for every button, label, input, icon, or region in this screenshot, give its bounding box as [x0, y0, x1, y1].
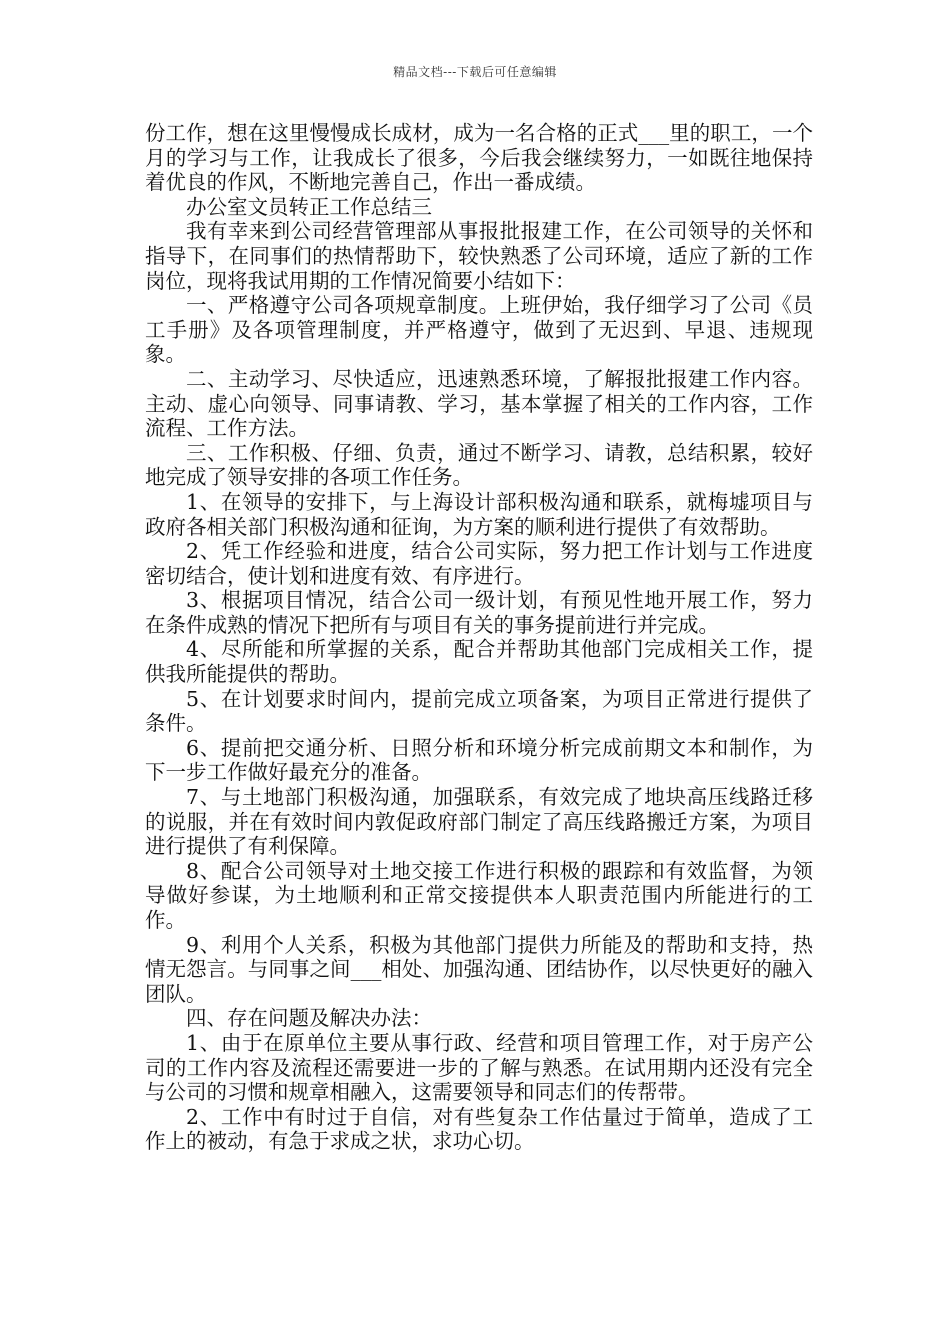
- paragraph-continuation: 份工作，想在这里慢慢成长成材，成为一名合格的正式___里的职工，一个月的学习与工作，让我成长了很多，今后我会继续努力，一如既往地保持着优良的作风，不断地完善自己，作出一番成绩。: [145, 121, 813, 195]
- page-header: 精品文档---下载后可任意编辑: [393, 65, 557, 79]
- paragraph-item-7: 7、与土地部门积极沟通，加强联系，有效完成了地块高压线路迁移的说服，并在有效时间内敦促政府部门制定了高压线路搬迁方案，为项目进行提供了有利保障。: [145, 785, 813, 859]
- paragraph-intro: 我有幸来到公司经营管理部从事报批报建工作，在公司领导的关怀和指导下，在同事们的热情帮助下，较快熟悉了公司环境，适应了新的工作岗位，现将我试用期的工作情况简要小结如下：: [145, 219, 813, 293]
- paragraph-item-3: 3、根据项目情况，结合公司一级计划，有预见性地开展工作，努力在条件成熟的情况下把所有与项目有关的事务提前进行并完成。: [145, 588, 813, 637]
- paragraph-item-9: 9、利用个人关系，积极为其他部门提供力所能及的帮助和支持，热情无怨言。与同事之间___相处、加强沟通、团结协作，以尽快更好的融入团队。: [145, 932, 813, 1006]
- section-title: 办公室文员转正工作总结三: [186, 194, 432, 219]
- paragraph-point-4: 四、存在问题及解决办法：: [186, 1006, 432, 1031]
- paragraph-problem-2: 2、工作中有时过于自信，对有些复杂工作估量过于简单，造成了工作上的被动，有急于求成之状，求功心切。: [145, 1104, 813, 1154]
- paragraph-item-1: 1、在领导的安排下，与上海设计部积极沟通和联系，就梅墟项目与政府各相关部门积极沟通和征询，为方案的顺利进行提供了有效帮助。: [145, 489, 813, 539]
- paragraph-item-5: 5、在计划要求时间内，提前完成立项备案，为项目正常进行提供了条件。: [145, 686, 813, 736]
- paragraph-item-2: 2、凭工作经验和进度，结合公司实际，努力把工作计划与工作进度密切结合，使计划和进度有效、有序进行。: [145, 539, 813, 588]
- paragraph-point-3: 三、工作积极、仔细、负责，通过不断学习、请教，总结积累，较好地完成了领导安排的各项工作任务。: [145, 440, 813, 490]
- document-body: [145, 121, 813, 1154]
- paragraph-item-4: 4、尽所能和所掌握的关系，配合并帮助其他部门完成相关工作，提供我所能提供的帮助。: [145, 637, 813, 687]
- paragraph-point-1: 一、严格遵守公司各项规章制度。上班伊始，我仔细学习了公司《员工手册》及各项管理制度，并严格遵守，做到了无迟到、早退、违规现象。: [145, 293, 813, 367]
- paragraph-item-6: 6、提前把交通分析、日照分析和环境分析完成前期文本和制作，为下一步工作做好最充分的准备。: [145, 735, 813, 785]
- paragraph-point-2: 二、主动学习、尽快适应，迅速熟悉环境，了解报批报建工作内容。主动、虚心向领导、同事请教、学习，基本掌握了相关的工作内容，工作流程、工作方法。: [145, 366, 813, 441]
- paragraph-problem-1: 1、由于在原单位主要从事行政、经营和项目管理工作，对于房产公司的工作内容及流程还需要进一步的了解与熟悉。在试用期内还没有完全与公司的习惯和规章相融入，这需要领导和同志们的传帮带。: [145, 1030, 813, 1105]
- paragraph-item-8: 8、配合公司领导对土地交接工作进行积极的跟踪和有效监督，为领导做好参谋，为土地顺利和正常交接提供本人职责范围内所能进行的工作。: [145, 858, 813, 932]
